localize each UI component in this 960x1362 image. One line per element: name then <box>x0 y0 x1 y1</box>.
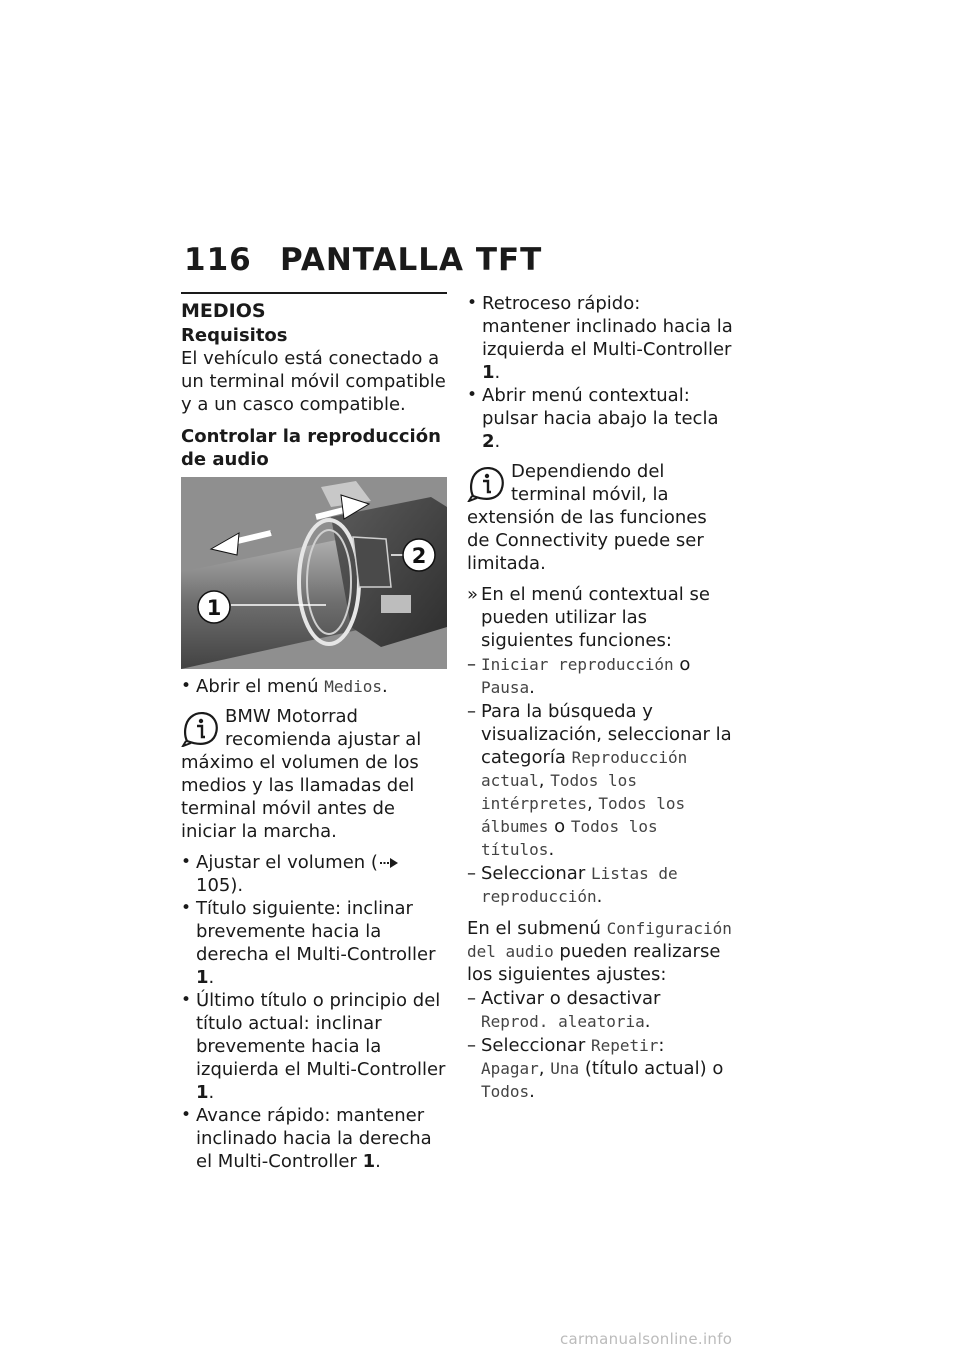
list-item <box>467 292 733 384</box>
step-list-3 <box>467 292 733 453</box>
bullet-text-end: ). <box>230 875 244 896</box>
menu-option: Pausa <box>481 678 530 697</box>
menu-option: Todos los álbumes <box>481 794 686 836</box>
control-ref: 1 <box>362 1151 376 1172</box>
note-text: Dependiendo del terminal móvil, la extensión de las funciones de Connectivity puede ser limitada. <box>467 461 707 574</box>
bullet-text-end: . <box>494 362 501 383</box>
list-item <box>181 675 447 698</box>
menu-option: Iniciar reproducción <box>481 655 674 674</box>
watermark: carmanualsonline.info <box>560 1330 733 1348</box>
text: (título actual) o <box>579 1058 724 1079</box>
note-text: BMW Motorrad recomienda ajustar al máximo el volumen de los medios y las llamadas del terminal móvil antes de iniciar la marcha. <box>181 706 422 842</box>
bullet-text-end: . <box>208 967 215 988</box>
list-item <box>467 862 733 908</box>
page-reference[interactable]: 105 <box>196 875 231 896</box>
text: Activar o desactivar <box>481 988 661 1009</box>
section-title: MEDIOS <box>181 300 266 322</box>
text: Seleccionar <box>481 1035 591 1056</box>
info-note <box>467 460 733 575</box>
text: Seleccionar <box>481 863 591 884</box>
bullet-text-end: . <box>494 431 501 452</box>
bullet-text: Último título o principio del título actual: inclinar brevemente hacia la izquierda el Multi-Controller <box>196 990 446 1080</box>
text: . <box>548 839 555 860</box>
text: o <box>673 654 691 675</box>
section-rule <box>181 292 447 294</box>
menu-name: Medios <box>324 677 383 696</box>
list-item <box>467 987 733 1033</box>
bullet-text: Retroceso rápido: mantener inclinado hacia la izquierda el Multi-Controller <box>482 293 733 360</box>
menu-option: Listas de reproducción <box>481 864 678 906</box>
list-item <box>181 1104 447 1173</box>
info-note <box>181 705 447 843</box>
text: . <box>529 677 535 698</box>
list-item <box>181 989 447 1104</box>
list-item <box>467 1034 733 1103</box>
page-reference-arrow-icon <box>378 857 400 869</box>
submenu-intro <box>467 917 733 986</box>
bullet-text-end: . <box>208 1082 215 1103</box>
menu-option: Una <box>550 1059 580 1078</box>
text: . <box>644 1011 651 1032</box>
menu-option: Todos <box>481 1082 530 1101</box>
handlebar-illustration <box>181 477 447 669</box>
step-text-end: . <box>382 676 388 697</box>
control-ref: 1 <box>196 1082 209 1103</box>
list-item <box>467 384 733 453</box>
bullet-text: Avance rápido: mantener inclinado hacia la derecha el Multi-Controller <box>196 1105 432 1172</box>
list-item <box>467 700 733 861</box>
menu-option: Todos los títulos <box>481 817 658 859</box>
settings-list <box>467 987 733 1103</box>
function-list <box>467 653 733 908</box>
list-item <box>181 897 447 989</box>
page-header <box>184 242 542 278</box>
text: , <box>538 1058 551 1079</box>
figure-label-2: 2 <box>411 544 427 568</box>
bullet-text-end: . <box>375 1151 381 1172</box>
handlebar-control-figure <box>181 477 447 669</box>
bullet-text: Ajustar el volumen ( <box>196 852 378 873</box>
control-ref: 1 <box>196 967 209 988</box>
step-text: Abrir el menú <box>196 676 325 697</box>
menu-option: Repetir <box>590 1036 659 1055</box>
text: En el submenú <box>467 918 607 939</box>
control-ref: 1 <box>482 362 495 383</box>
left-column <box>181 292 447 1180</box>
text: . <box>596 886 603 907</box>
text: Para la búsqueda y visualización, seleccionar la categoría <box>481 701 732 768</box>
bullet-text: Abrir menú contextual: pulsar hacia abajo la tecla <box>482 385 719 429</box>
text: , <box>586 793 599 814</box>
info-icon <box>467 464 505 502</box>
menu-option: Todos los intérpretes <box>481 771 637 813</box>
control-ref: 2 <box>482 431 495 452</box>
text: pueden realizarse los siguientes ajustes: <box>467 941 721 985</box>
text: , <box>538 770 551 791</box>
menu-option: Reprod. aleatoria <box>481 1012 645 1031</box>
text: : <box>658 1035 665 1056</box>
control-audio-title: Controlar la reproducción de audio <box>181 426 441 470</box>
page-title: PANTALLA TFT <box>280 242 543 278</box>
menu-name: Configuración del audio <box>467 919 732 961</box>
figure-label-1: 1 <box>206 596 222 620</box>
text: . <box>529 1081 535 1102</box>
list-item <box>181 851 447 897</box>
list-item <box>467 653 733 699</box>
step-list-1 <box>181 675 447 698</box>
bullet-text: Título siguiente: inclinar brevemente hacia la derecha el Multi-Controller <box>196 898 436 965</box>
requisitos-title: Requisitos <box>181 325 288 346</box>
text: o <box>548 816 571 837</box>
result-line: » En el menú contextual se pueden utilizar las siguientes funciones: <box>467 583 733 652</box>
menu-option: Apagar <box>481 1059 539 1078</box>
requisitos-text: El vehículo está conectado a un terminal móvil compatible y a un casco compatible. <box>181 348 446 415</box>
step-list-2 <box>181 851 447 1173</box>
menu-option: Reproducción actual <box>481 748 688 790</box>
info-icon <box>181 709 219 747</box>
page-number: 116 <box>184 242 252 278</box>
right-column <box>467 292 733 1104</box>
